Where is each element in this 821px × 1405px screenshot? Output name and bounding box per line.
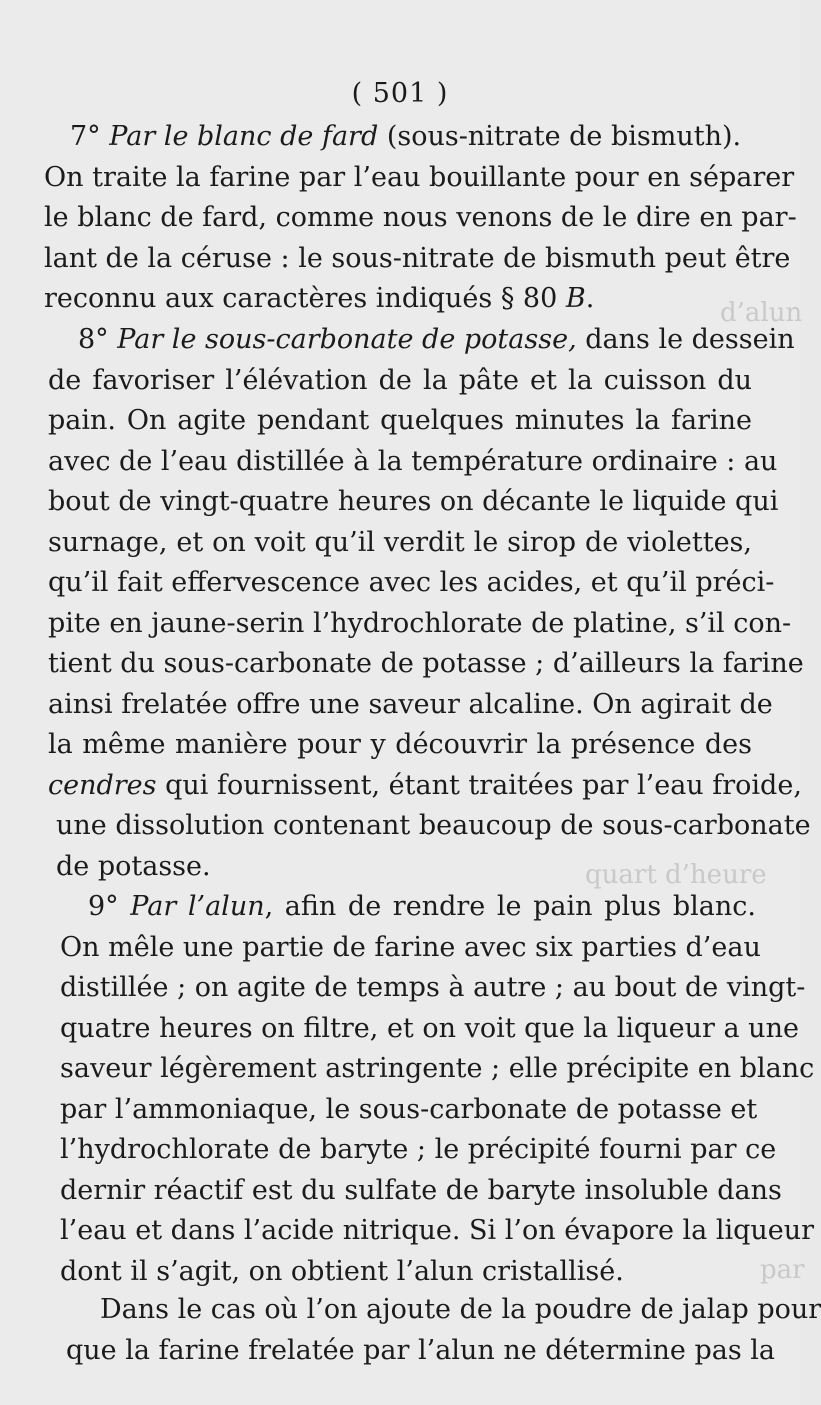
text-line: [70, 118, 740, 158]
text-line: [56, 807, 811, 847]
line-text: tient du sous-carbonate de potasse ; d’ailleurs la farine: [48, 648, 804, 679]
line-text: quatre heures on filtre, et on voit que la liqueur a une: [60, 1012, 799, 1044]
line-text: qui fournissent, étant traitées par l’eau froide,: [156, 769, 802, 801]
text-line: [60, 969, 806, 1009]
text-line: [56, 848, 211, 888]
line-text: 8°: [78, 324, 118, 355]
text-line: [48, 402, 752, 442]
page-number: ( 501 ): [351, 78, 449, 109]
text-line: [60, 1091, 756, 1131]
text-line: [100, 1291, 821, 1331]
text-line: [48, 767, 802, 807]
text-line: [44, 199, 797, 239]
text-line: [48, 645, 804, 685]
text-line: [88, 888, 756, 928]
text-line: [78, 321, 795, 361]
line-text: (sous-nitrate de bismuth).: [378, 121, 742, 152]
text-line: [60, 1050, 815, 1090]
line-text: 7°: [70, 121, 110, 152]
line-text: que la farine frelatée par l’alun ne détermine pas la: [66, 1334, 776, 1366]
line-text: .: [585, 283, 595, 314]
line-text: de potasse.: [56, 850, 211, 882]
text-line: [60, 1212, 815, 1252]
italic-term: Par le sous-carbonate de potasse,: [117, 324, 577, 355]
italic-term: Par l’alun: [130, 891, 265, 922]
line-text: dans le dessein: [576, 324, 795, 355]
line-text: une dissolution contenant beaucoup de sous-carbonate: [56, 810, 811, 841]
text-line: [44, 159, 795, 199]
line-text: saveur légèrement astringente ; elle précipite en blanc: [60, 1053, 815, 1084]
line-text: de favoriser l’élévation de la pâte et la cuisson du: [48, 364, 752, 396]
text-line: [48, 605, 792, 645]
line-text: l’eau et dans l’acide nitrique. Si l’on évapore la liqueur: [60, 1215, 815, 1246]
line-text: l’hydrochlorate de baryte ; le précipité fourni par ce: [60, 1134, 777, 1165]
line-text: lant de la céruse : le sous-nitrate de bismuth peut être: [44, 242, 791, 274]
text-line: [60, 929, 761, 969]
text-line: [60, 1131, 777, 1171]
line-text: pite en jaune-serin l’hydrochlorate de platine, s’il con-: [48, 607, 792, 639]
line-text: dont il s’agit, on obtient l’alun cristallisé.: [60, 1255, 624, 1287]
line-text: dernir réactif est du sulfate de baryte insoluble dans: [60, 1174, 782, 1206]
italic-term: Par le blanc de fard: [109, 121, 379, 152]
line-text: On mêle une partie de farine avec six parties d’eau: [60, 931, 761, 963]
line-text: avec de l’eau distillée à la température ordinaire : au: [48, 445, 778, 477]
line-text: ainsi frelatée offre une saveur alcaline. On agirait de: [48, 688, 773, 720]
text-line: [48, 483, 779, 523]
line-text: qu’il fait effervescence avec les acides, et qu’il préci-: [48, 567, 775, 598]
line-text: reconnu aux caractères indiqués § 80: [44, 283, 566, 314]
bleed-through-text: par: [760, 1255, 805, 1285]
text-line: [48, 564, 775, 604]
text-line: [60, 1172, 782, 1212]
italic-term: B: [565, 283, 586, 314]
line-text: par l’ammoniaque, le sous-carbonate de potasse et: [60, 1093, 758, 1125]
text-line: [48, 686, 773, 726]
text-line: [48, 443, 778, 483]
text-line: [60, 1253, 624, 1293]
text-line: [48, 362, 752, 402]
line-text: le blanc de fard, comme nous venons de le dire en par-: [44, 202, 797, 233]
italic-term: cendres: [48, 769, 157, 801]
line-text: pain. On agite pendant quelques minutes la farine: [48, 405, 752, 436]
line-text: la même manière pour y découvrir la présence des: [48, 729, 752, 760]
line-text: surnage, et on voit qu’il verdit le sirop de violettes,: [48, 526, 752, 558]
bleed-through-text: quart d’heure: [585, 860, 767, 890]
text-line: [60, 1010, 799, 1050]
line-text: Dans le cas où l’on ajoute de la poudre de jalap pour: [100, 1294, 821, 1325]
line-text: , afin de rendre le pain plus blanc.: [264, 891, 756, 922]
text-line: [44, 280, 594, 320]
text-line: [48, 726, 752, 766]
line-text: bout de vingt-quatre heures on décante le liquide qui: [48, 486, 779, 517]
line-text: distillée ; on agite de temps à autre ; au bout de vingt-: [60, 972, 806, 1003]
line-text: On traite la farine par l’eau bouillante pour en séparer: [44, 161, 795, 193]
bleed-through-text: d’alun: [720, 298, 803, 328]
text-line: [44, 240, 791, 280]
line-text: 9°: [88, 891, 131, 922]
text-line: [66, 1332, 775, 1372]
text-line: [48, 524, 752, 564]
